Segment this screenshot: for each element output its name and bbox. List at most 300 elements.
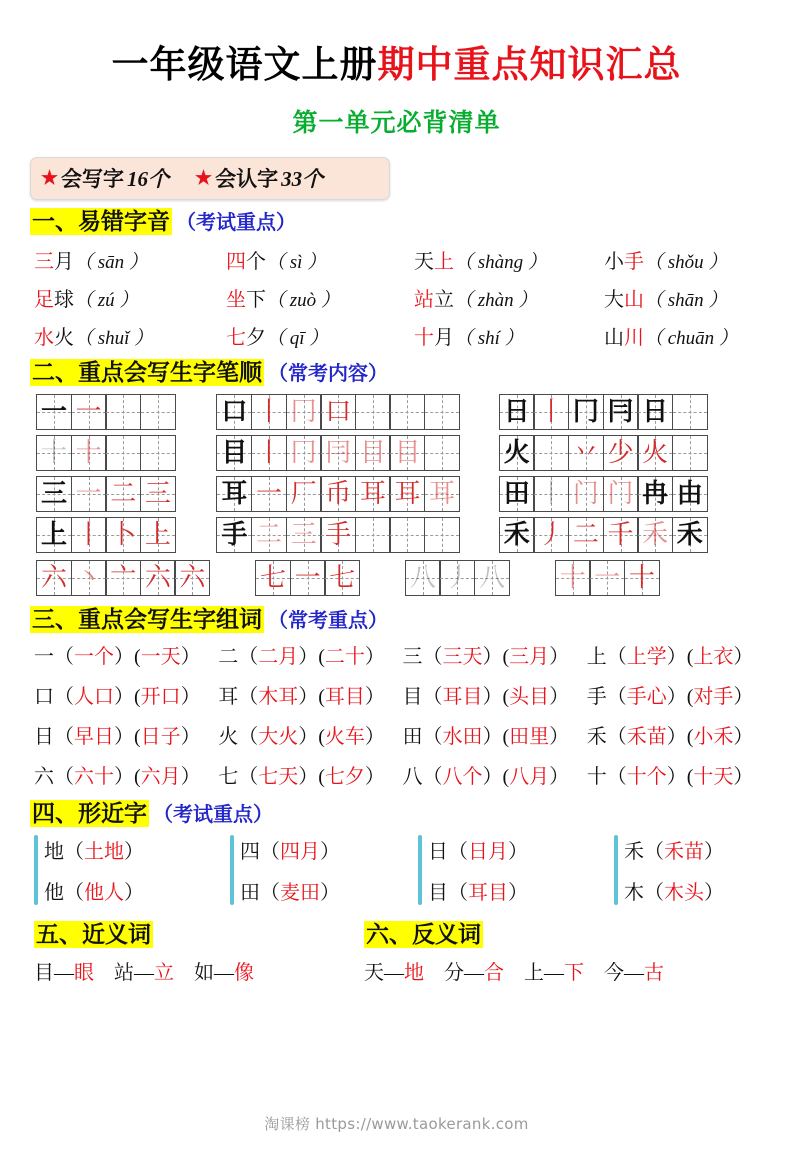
stroke-cell bbox=[216, 435, 252, 471]
stroke-glyph: 目 bbox=[221, 437, 248, 467]
word-term: 二十 bbox=[324, 646, 365, 669]
word-term: 大火 bbox=[258, 726, 299, 749]
pair-left: 天 bbox=[364, 961, 384, 984]
synonym-antonym-rows bbox=[0, 956, 793, 985]
word-term: 十天 bbox=[693, 766, 734, 789]
stroke-cell bbox=[36, 394, 72, 430]
stroke-cell bbox=[355, 476, 391, 512]
stroke-row bbox=[499, 517, 707, 553]
stroke-glyph: 目 bbox=[359, 437, 386, 467]
paren: ）( bbox=[666, 726, 694, 749]
similar-word: 麦田 bbox=[280, 882, 320, 904]
similar-head-char: 田 bbox=[240, 882, 260, 904]
paren: ） bbox=[549, 726, 570, 749]
stroke-cell bbox=[320, 476, 356, 512]
hanzi-char: 四 bbox=[226, 250, 246, 273]
word-term: 八个 bbox=[442, 766, 483, 789]
stroke-glyph: 手 bbox=[221, 519, 248, 549]
stroke-glyph: 三 bbox=[290, 519, 317, 549]
word-entry bbox=[218, 680, 402, 709]
hanzi-char: 球 bbox=[54, 288, 74, 311]
stroke-cell bbox=[499, 517, 535, 553]
word-head-char: 手 bbox=[586, 686, 607, 709]
pinyin-row bbox=[0, 245, 793, 274]
stroke-glyph bbox=[106, 395, 140, 429]
similar-char-line bbox=[428, 876, 528, 905]
stroke-glyph bbox=[356, 395, 390, 429]
word-head-char: 目 bbox=[402, 686, 423, 709]
paren: ） bbox=[704, 841, 724, 863]
pinyin-reading: （ shí ） bbox=[454, 327, 524, 349]
stroke-glyph: 六 bbox=[144, 562, 171, 592]
hanzi-char: 夕 bbox=[246, 326, 266, 349]
stroke-glyph: 十 bbox=[628, 562, 655, 592]
similar-head-char: 木 bbox=[624, 882, 644, 904]
stroke-glyph: 少 bbox=[607, 437, 634, 467]
stroke-cell bbox=[71, 435, 107, 471]
word-term: 一个 bbox=[74, 646, 114, 669]
pair-dash: — bbox=[384, 961, 404, 984]
stroke-glyph: 十 bbox=[40, 437, 67, 467]
stroke-glyph: 田 bbox=[503, 478, 530, 508]
hanzi-char: 山 bbox=[604, 326, 624, 349]
stroke-glyph bbox=[425, 518, 459, 552]
word-term: 开口 bbox=[140, 686, 181, 709]
stroke-order-area bbox=[0, 394, 793, 596]
word-head-char: 日 bbox=[34, 726, 54, 749]
word-entry bbox=[218, 760, 402, 789]
stroke-row bbox=[36, 476, 174, 512]
stroke-cell bbox=[140, 435, 176, 471]
synonym-pair bbox=[114, 956, 174, 985]
paren: ） bbox=[733, 766, 754, 789]
stroke-glyph: 六 bbox=[40, 562, 67, 592]
paren: ） bbox=[364, 646, 385, 669]
stroke-row bbox=[36, 517, 174, 553]
pair-right: 合 bbox=[484, 961, 504, 984]
pair-left: 上 bbox=[524, 961, 544, 984]
stroke-glyph: 千 bbox=[607, 519, 634, 549]
pinyin-entry bbox=[226, 321, 414, 350]
stroke-cell bbox=[672, 394, 708, 430]
word-entry bbox=[587, 640, 771, 669]
section-heading-1 bbox=[30, 208, 793, 237]
word-entry bbox=[218, 640, 402, 669]
word-head-char: 田 bbox=[402, 726, 423, 749]
stroke-cell bbox=[216, 394, 252, 430]
similar-char-rows bbox=[624, 835, 724, 905]
pinyin-table bbox=[0, 245, 793, 350]
word-row bbox=[0, 720, 793, 749]
pinyin-entry bbox=[34, 321, 226, 350]
paren: （ bbox=[606, 766, 627, 789]
similar-word: 耳目 bbox=[468, 882, 508, 904]
stroke-cell bbox=[105, 435, 141, 471]
paren: （ bbox=[54, 686, 74, 709]
page-title-red: 期中重点知识汇总 bbox=[377, 45, 682, 86]
pinyin-reading: （ shǒu ） bbox=[644, 251, 728, 273]
stroke-cell bbox=[320, 394, 356, 430]
paren: （ bbox=[260, 841, 280, 863]
stroke-glyph: 一 bbox=[75, 396, 102, 426]
paren: （ bbox=[64, 841, 84, 863]
paren: （ bbox=[422, 766, 443, 789]
word-entry bbox=[587, 680, 771, 709]
hanzi-char: 月 bbox=[434, 326, 454, 349]
stroke-glyph: 十 bbox=[559, 562, 586, 592]
pinyin-entry bbox=[604, 321, 767, 350]
similar-word: 四月 bbox=[280, 841, 320, 863]
stroke-glyph: 口 bbox=[325, 396, 352, 426]
stroke-row bbox=[499, 394, 707, 430]
similar-char-line bbox=[624, 876, 724, 905]
paren: ）( bbox=[666, 646, 694, 669]
paren: （ bbox=[422, 726, 443, 749]
word-head-char: 八 bbox=[402, 766, 423, 789]
word-term: 十个 bbox=[626, 766, 667, 789]
word-term: 水田 bbox=[442, 726, 483, 749]
stroke-cell bbox=[568, 476, 604, 512]
synonyms-list bbox=[34, 956, 364, 985]
stroke-cell bbox=[474, 560, 510, 596]
stroke-cell bbox=[174, 560, 210, 596]
stroke-glyph: 冂 bbox=[572, 396, 599, 426]
paren: ） bbox=[508, 882, 528, 904]
synonym-antonym-headings bbox=[0, 913, 793, 950]
brace-icon bbox=[614, 835, 618, 905]
word-entry bbox=[218, 720, 402, 749]
word-entry bbox=[34, 760, 218, 789]
page-title bbox=[0, 34, 793, 88]
paren: （ bbox=[238, 686, 259, 709]
paren: ） bbox=[549, 766, 570, 789]
stroke-cell bbox=[603, 435, 639, 471]
write-count: 16个 bbox=[127, 167, 170, 191]
stroke-glyph: 丨 bbox=[256, 396, 283, 426]
stroke-cell bbox=[499, 435, 535, 471]
paren: ）( bbox=[666, 686, 694, 709]
stroke-glyph: 八 bbox=[479, 562, 506, 592]
stroke-glyph: 火 bbox=[642, 437, 669, 467]
stroke-row bbox=[216, 517, 458, 553]
stroke-glyph: 禾 bbox=[676, 519, 703, 549]
stroke-grid-bottom-row bbox=[0, 560, 793, 596]
stroke-cell bbox=[36, 560, 72, 596]
stroke-cell bbox=[672, 476, 708, 512]
paren: （ bbox=[238, 726, 259, 749]
word-entry bbox=[403, 760, 587, 789]
stroke-glyph: 耳 bbox=[221, 478, 248, 508]
hanzi-char: 立 bbox=[434, 288, 454, 311]
pinyin-entry bbox=[226, 245, 414, 274]
pinyin-entry bbox=[604, 283, 767, 312]
hanzi-char: 山 bbox=[624, 288, 644, 311]
stroke-bottom-group bbox=[255, 560, 359, 596]
stroke-glyph: 冂 bbox=[290, 396, 317, 426]
word-term: 七天 bbox=[258, 766, 299, 789]
stroke-cell bbox=[255, 560, 291, 596]
similar-char-group bbox=[418, 835, 614, 905]
stroke-cell bbox=[424, 394, 460, 430]
similar-head-char: 地 bbox=[44, 841, 64, 863]
paren: （ bbox=[448, 841, 468, 863]
paren: ）( bbox=[482, 766, 510, 789]
hanzi-char: 个 bbox=[246, 250, 266, 273]
brace-icon bbox=[34, 835, 38, 905]
stroke-cell bbox=[355, 517, 391, 553]
stroke-cell bbox=[286, 394, 322, 430]
similar-head-char: 他 bbox=[44, 882, 64, 904]
pinyin-entry bbox=[414, 245, 604, 274]
paren: （ bbox=[54, 766, 74, 789]
stroke-glyph: 上 bbox=[40, 519, 67, 549]
stroke-glyph: 一 bbox=[294, 562, 321, 592]
stroke-cell bbox=[405, 560, 441, 596]
pair-right: 古 bbox=[644, 961, 664, 984]
stroke-glyph: 七 bbox=[260, 562, 287, 592]
stroke-cell bbox=[324, 560, 360, 596]
word-row bbox=[0, 680, 793, 709]
stroke-cell bbox=[672, 435, 708, 471]
stroke-glyph: 手 bbox=[325, 519, 352, 549]
similar-char-group bbox=[614, 835, 724, 905]
similar-word: 禾苗 bbox=[664, 841, 704, 863]
section-2-title: 二、重点会写生字笔顺 bbox=[32, 359, 262, 385]
stroke-glyph bbox=[673, 395, 707, 429]
write-count-badge bbox=[41, 163, 169, 193]
stroke-cell bbox=[499, 476, 535, 512]
similar-char-line bbox=[428, 835, 528, 864]
hanzi-char: 足 bbox=[34, 288, 54, 311]
similar-char-rows bbox=[428, 835, 528, 905]
stroke-cell bbox=[603, 476, 639, 512]
stroke-glyph: 丨 bbox=[75, 519, 102, 549]
similar-head-char: 四 bbox=[240, 841, 260, 863]
pinyin-reading: （ shàng ） bbox=[454, 251, 547, 273]
word-head-char: 火 bbox=[218, 726, 239, 749]
section-2-note: （常考内容） bbox=[268, 362, 388, 385]
stroke-cell bbox=[637, 476, 673, 512]
pair-right: 地 bbox=[404, 961, 424, 984]
stroke-cell bbox=[424, 476, 460, 512]
pinyin-reading: （ shuǐ ） bbox=[74, 327, 154, 349]
similar-char-rows bbox=[44, 835, 144, 905]
section-5-title: 五、近义词 bbox=[36, 922, 151, 947]
word-term: 火车 bbox=[324, 726, 365, 749]
stroke-bottom-group bbox=[405, 560, 509, 596]
stroke-cell bbox=[286, 476, 322, 512]
similar-head-char: 日 bbox=[428, 841, 448, 863]
stroke-cell bbox=[603, 394, 639, 430]
stroke-glyph: 十 bbox=[75, 437, 102, 467]
stroke-row bbox=[216, 476, 458, 512]
section-1-note: （考试重点） bbox=[176, 212, 296, 234]
stroke-row bbox=[216, 394, 458, 430]
brace-icon bbox=[418, 835, 422, 905]
similar-char-line bbox=[624, 835, 724, 864]
section-heading-6 bbox=[364, 921, 483, 950]
similar-head-char: 禾 bbox=[624, 841, 644, 863]
paren: ）( bbox=[114, 726, 141, 749]
brace-icon bbox=[230, 835, 234, 905]
stroke-row bbox=[499, 476, 707, 512]
word-head-char: 禾 bbox=[586, 726, 607, 749]
stroke-cell bbox=[36, 476, 72, 512]
similar-word: 木头 bbox=[664, 882, 704, 904]
pair-right: 像 bbox=[234, 961, 254, 984]
study-sheet-page bbox=[0, 34, 793, 1156]
pinyin-reading: （ chuān ） bbox=[644, 327, 738, 349]
word-term: 上学 bbox=[626, 646, 667, 669]
stroke-glyph: 亠 bbox=[110, 562, 137, 592]
hanzi-char: 坐 bbox=[226, 288, 246, 311]
stroke-cell bbox=[105, 560, 141, 596]
stroke-grid-group bbox=[36, 394, 174, 558]
stroke-glyph: 丨 bbox=[256, 437, 283, 467]
paren: ） bbox=[549, 686, 570, 709]
stroke-cell bbox=[251, 476, 287, 512]
stroke-cell bbox=[140, 517, 176, 553]
stroke-cell bbox=[568, 394, 604, 430]
pinyin-row bbox=[0, 283, 793, 312]
stroke-glyph: 耳 bbox=[429, 478, 456, 508]
pair-left: 目 bbox=[34, 961, 54, 984]
paren: （ bbox=[448, 882, 468, 904]
word-term: 三天 bbox=[442, 646, 483, 669]
pinyin-row bbox=[0, 321, 793, 350]
stroke-glyph: 耳 bbox=[394, 478, 421, 508]
pinyin-reading: （ sān ） bbox=[74, 251, 148, 273]
stroke-glyph: 冃 bbox=[607, 396, 634, 426]
stroke-cell bbox=[251, 394, 287, 430]
hanzi-char: 天 bbox=[414, 250, 434, 273]
paren: （ bbox=[238, 646, 259, 669]
stroke-glyph: 丿 bbox=[538, 519, 565, 549]
stroke-glyph: 七 bbox=[329, 562, 356, 592]
pair-dash: — bbox=[54, 961, 74, 984]
section-heading-4 bbox=[30, 800, 793, 829]
paren: （ bbox=[422, 686, 443, 709]
paren: ） bbox=[733, 726, 754, 749]
paren: ） bbox=[124, 882, 144, 904]
paren: ）( bbox=[482, 726, 510, 749]
pair-left: 站 bbox=[114, 961, 134, 984]
paren: ） bbox=[320, 841, 340, 863]
pair-dash: — bbox=[624, 961, 644, 984]
stroke-cell bbox=[320, 517, 356, 553]
stroke-cell bbox=[533, 476, 569, 512]
word-entry bbox=[403, 680, 587, 709]
hanzi-char: 站 bbox=[414, 288, 434, 311]
paren: ） bbox=[180, 646, 201, 669]
paren: ） bbox=[124, 841, 144, 863]
stroke-cell bbox=[555, 560, 591, 596]
stroke-cell bbox=[389, 476, 425, 512]
pair-dash: — bbox=[134, 961, 154, 984]
pair-right: 眼 bbox=[74, 961, 94, 984]
paren: ） bbox=[508, 841, 528, 863]
hanzi-char: 三 bbox=[34, 250, 54, 273]
paren: ）( bbox=[298, 726, 325, 749]
word-term: 一天 bbox=[140, 646, 181, 669]
stroke-glyph: 丶 bbox=[75, 562, 102, 592]
pair-left: 如 bbox=[194, 961, 214, 984]
stroke-cell bbox=[286, 435, 322, 471]
stroke-glyph: 一 bbox=[594, 562, 621, 592]
stroke-glyph: 一 bbox=[256, 478, 283, 508]
page-title-black: 一年级语文上册 bbox=[111, 45, 378, 86]
paren: ） bbox=[180, 726, 201, 749]
paren: ）( bbox=[114, 766, 141, 789]
hanzi-char: 下 bbox=[246, 288, 266, 311]
hanzi-char: 七 bbox=[226, 326, 246, 349]
antonym-pair bbox=[604, 956, 664, 985]
stroke-cell bbox=[71, 560, 107, 596]
stroke-glyph: 币 bbox=[325, 478, 352, 508]
paren: （ bbox=[422, 646, 443, 669]
stroke-cell bbox=[533, 517, 569, 553]
paren: （ bbox=[644, 882, 664, 904]
hanzi-char: 上 bbox=[434, 250, 454, 273]
stroke-cell bbox=[389, 394, 425, 430]
stroke-cell bbox=[216, 476, 252, 512]
stroke-bottom-group bbox=[36, 560, 209, 596]
stroke-glyph: 冉 bbox=[642, 478, 669, 508]
paren: ） bbox=[733, 646, 754, 669]
synonym-pair bbox=[34, 956, 94, 985]
similar-char-line bbox=[240, 835, 340, 864]
pinyin-reading: （ zuò ） bbox=[266, 289, 340, 311]
paren: ）( bbox=[298, 766, 325, 789]
antonym-pair bbox=[524, 956, 584, 985]
word-head-char: 耳 bbox=[218, 686, 239, 709]
stroke-glyph: 禾 bbox=[642, 519, 669, 549]
pinyin-entry bbox=[226, 283, 414, 312]
stroke-glyph bbox=[390, 395, 424, 429]
stroke-glyph bbox=[534, 436, 568, 470]
word-term: 六十 bbox=[74, 766, 114, 789]
word-entry bbox=[587, 760, 771, 789]
stroke-glyph: 禾 bbox=[503, 519, 530, 549]
word-term: 耳目 bbox=[324, 686, 365, 709]
word-head-char: 七 bbox=[218, 766, 239, 789]
stroke-cell bbox=[424, 517, 460, 553]
hanzi-char: 川 bbox=[624, 326, 644, 349]
paren: （ bbox=[644, 841, 664, 863]
stroke-glyph: 卜 bbox=[110, 519, 137, 549]
pinyin-reading: （ zhàn ） bbox=[454, 289, 538, 311]
pair-dash: — bbox=[214, 961, 234, 984]
paren: （ bbox=[64, 882, 84, 904]
read-count-badge bbox=[195, 163, 323, 193]
pair-right: 下 bbox=[564, 961, 584, 984]
paren: ） bbox=[704, 882, 724, 904]
word-head-char: 三 bbox=[402, 646, 423, 669]
stroke-glyph: 二 bbox=[572, 519, 599, 549]
paren: ）( bbox=[114, 686, 141, 709]
stroke-cell bbox=[439, 560, 475, 596]
antonym-pair bbox=[364, 956, 424, 985]
stroke-cell bbox=[389, 435, 425, 471]
stroke-cell bbox=[105, 476, 141, 512]
stroke-cell bbox=[251, 435, 287, 471]
word-entry bbox=[34, 640, 218, 669]
similar-head-char: 目 bbox=[428, 882, 448, 904]
stroke-glyph: 丨 bbox=[538, 478, 565, 508]
stroke-glyph: 八 bbox=[409, 562, 436, 592]
word-head-char: 口 bbox=[34, 686, 54, 709]
stroke-glyph: 丷 bbox=[572, 437, 599, 467]
